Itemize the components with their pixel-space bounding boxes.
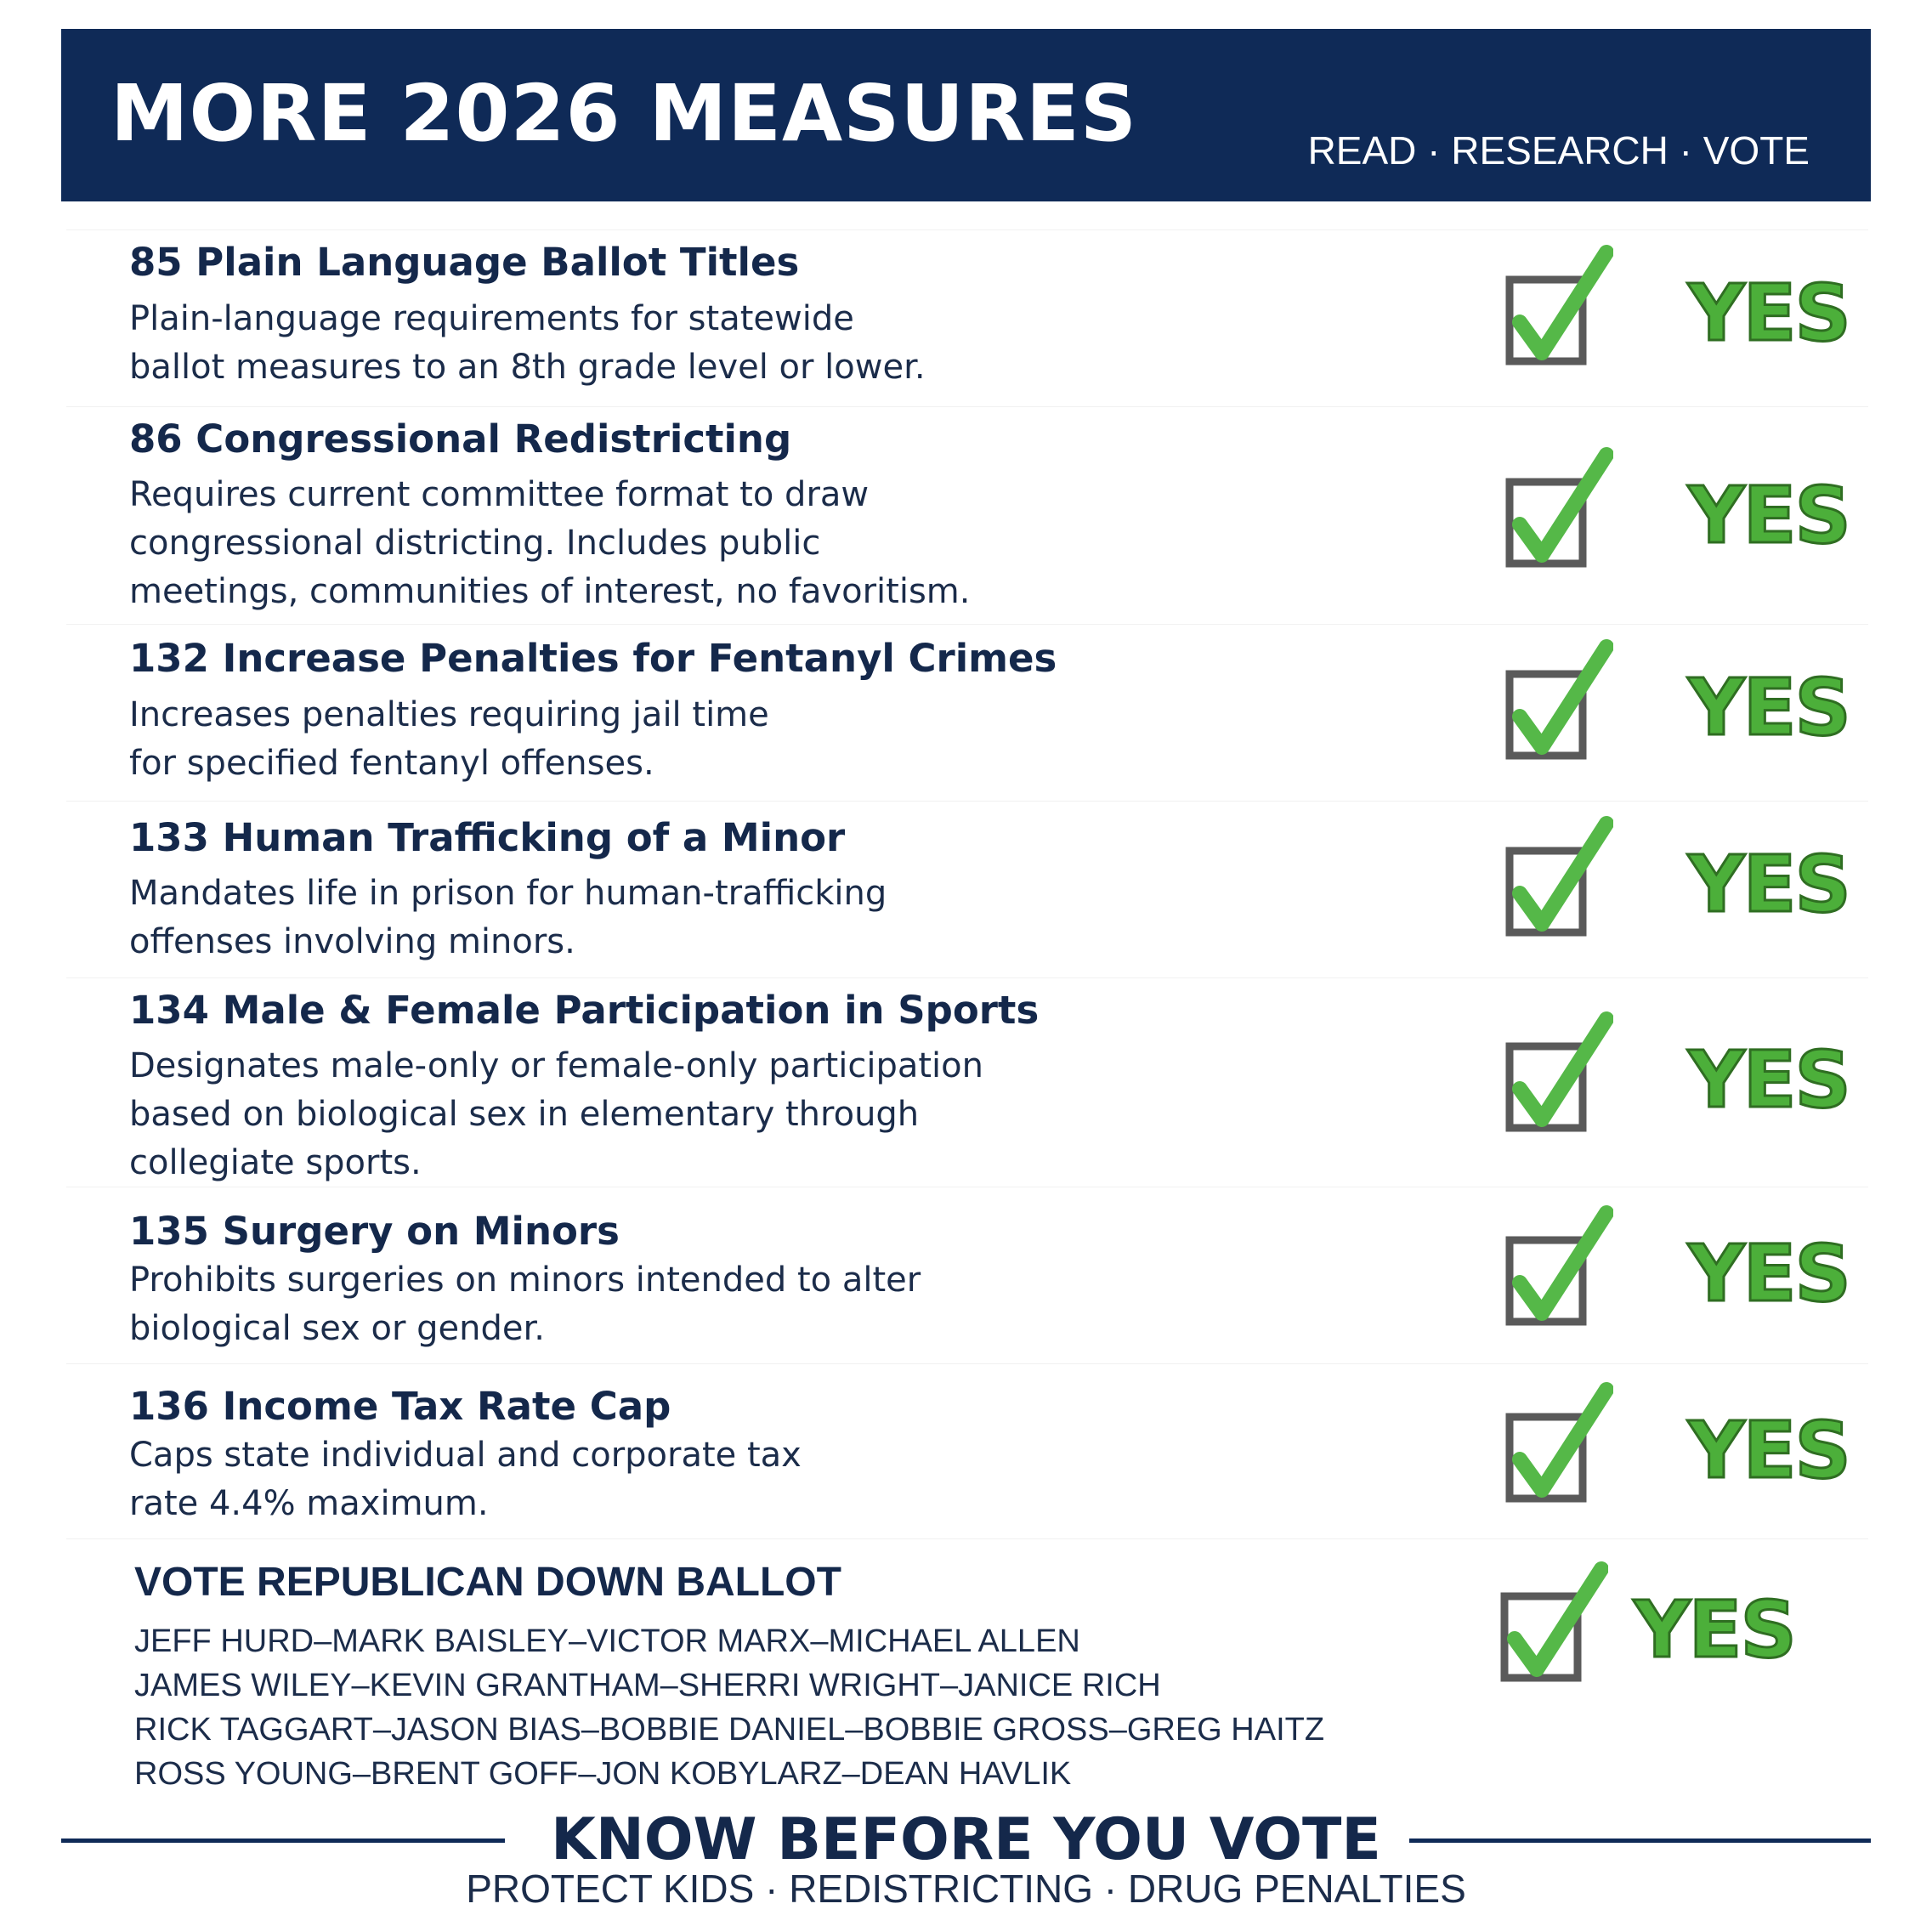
measure-title: 134 Male & Female Participation in Sports	[129, 988, 1040, 1033]
checkbox-checked-icon	[1503, 815, 1613, 943]
candidate-line: ROSS YOUNG–BRENT GOFF–JON KOBYLARZ–DEAN HAVLIK	[134, 1756, 1072, 1792]
measure-title: 135 Surgery on Minors	[129, 1209, 620, 1254]
footer-subtitle: PROTECT KIDS · REDISTRICTING · DRUG PENALTIES	[466, 1867, 1466, 1911]
vote-yes	[1503, 244, 1868, 380]
candidate-line: JEFF HURD–MARK BAISLEY–VICTOR MARX–MICHAEL ALLEN	[134, 1623, 1080, 1659]
footer-title: KNOW BEFORE YOU VOTE	[551, 1806, 1381, 1873]
down-ballot-title: VOTE REPUBLICAN DOWN BALLOT	[134, 1560, 841, 1605]
checkbox-checked-icon	[1503, 244, 1613, 371]
description-line: meetings, communities of interest, no favoritism.	[129, 572, 971, 611]
yes-label: YES	[1688, 268, 1850, 359]
description-line: congressional districting. Includes public	[129, 524, 821, 563]
measure-title: 85 Plain Language Ballot Titles	[129, 240, 800, 285]
description-line: Designates male-only or female-only participation	[129, 1046, 983, 1085]
vote-yes	[1503, 1011, 1868, 1147]
description-line: Caps state individual and corporate tax	[129, 1436, 802, 1475]
measure-row-135	[66, 1187, 1868, 1357]
yes-label: YES	[1688, 1228, 1850, 1319]
measure-row-133	[66, 801, 1868, 971]
yes-label: YES	[1688, 662, 1850, 753]
vote-yes	[1503, 815, 1868, 951]
candidate-line: JAMES WILEY–KEVIN GRANTHAM–SHERRI WRIGHT–JANICE RICH	[134, 1668, 1161, 1703]
measure-title: 136 Income Tax Rate Cap	[129, 1384, 671, 1429]
vote-yes	[1503, 446, 1868, 582]
measure-title: 86 Congressional Redistricting	[129, 416, 792, 462]
yes-label: YES	[1634, 1584, 1795, 1675]
vote-yes	[1503, 1381, 1868, 1517]
measure-description	[129, 691, 769, 788]
yes-label: YES	[1688, 1405, 1850, 1496]
measure-description	[129, 295, 926, 392]
header-tagline: READ · RESEARCH · VOTE	[1307, 128, 1810, 173]
description-line: collegiate sports.	[129, 1143, 422, 1182]
measure-title: 132 Increase Penalties for Fentanyl Crimes	[129, 636, 1057, 681]
measure-description	[129, 471, 970, 616]
measure-description	[129, 1042, 983, 1187]
measure-row-134	[66, 977, 1868, 1181]
description-line: biological sex or gender.	[129, 1309, 546, 1348]
yes-label: YES	[1688, 1034, 1850, 1125]
description-line: for specified fentanyl offenses.	[129, 744, 654, 783]
page-title: MORE 2026 MEASURES	[110, 68, 1138, 159]
checkbox-checked-icon	[1503, 446, 1613, 574]
checkbox-checked-icon	[1503, 1381, 1613, 1509]
measure-title: 133 Human Trafficking of a Minor	[129, 815, 846, 860]
checkbox-checked-icon	[1503, 1011, 1613, 1138]
measure-row-136	[66, 1363, 1868, 1533]
vote-yes	[1503, 638, 1868, 774]
measure-row-86	[66, 406, 1868, 617]
checkbox-checked-icon	[1503, 1204, 1613, 1332]
measure-description	[129, 870, 887, 966]
down-ballot-names	[134, 1619, 1324, 1796]
description-line: offenses involving minors.	[129, 922, 575, 961]
description-line: Plain-language requirements for statewide	[129, 299, 854, 338]
description-line: ballot measures to an 8th grade level or lower.	[129, 348, 926, 387]
description-line: Increases penalties requiring jail time	[129, 695, 769, 734]
description-line: rate 4.4% maximum.	[129, 1484, 489, 1523]
description-line: Requires current committee format to draw	[129, 475, 870, 514]
vote-yes	[1503, 1204, 1868, 1340]
vote-yes	[1498, 1561, 1863, 1697]
measure-row-132	[66, 624, 1868, 794]
description-line: based on biological sex in elementary through	[129, 1095, 920, 1134]
measure-description	[129, 1431, 802, 1528]
yes-label: YES	[1688, 839, 1850, 930]
description-line: Prohibits surgeries on minors intended to alter	[129, 1261, 921, 1300]
checkbox-checked-icon	[1498, 1561, 1608, 1688]
header-banner	[61, 29, 1871, 201]
yes-label: YES	[1688, 470, 1850, 561]
measure-description	[129, 1256, 921, 1353]
candidate-line: RICK TAGGART–JASON BIAS–BOBBIE DANIEL–BOBBIE GROSS–GREG HAITZ	[134, 1712, 1325, 1748]
measure-row-85	[66, 229, 1868, 399]
description-line: Mandates life in prison for human-trafficking	[129, 874, 887, 913]
checkbox-checked-icon	[1503, 638, 1613, 766]
